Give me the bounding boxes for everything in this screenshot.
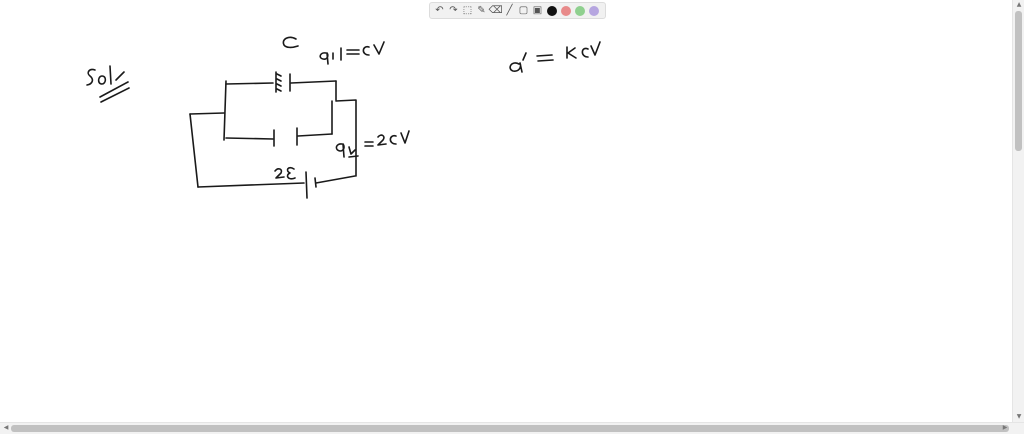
emf-label <box>275 168 295 179</box>
scroll-left-arrow-icon[interactable]: ◀ <box>3 424 9 431</box>
circuit-diagram <box>190 72 356 198</box>
select-icon[interactable]: ⬚ <box>462 5 473 16</box>
horizontal-scroll-thumb[interactable] <box>11 425 1009 432</box>
scroll-up-arrow-icon[interactable]: ▲ <box>1016 1 1022 8</box>
vertical-scroll-thumb[interactable] <box>1015 11 1022 151</box>
q2-expression <box>336 131 409 157</box>
redo-icon[interactable]: ↷ <box>449 5 458 16</box>
color-red-swatch[interactable] <box>561 6 571 16</box>
dielectric-hatching <box>277 74 281 91</box>
horizontal-scrollbar[interactable] <box>0 422 1024 434</box>
undo-icon[interactable]: ↶ <box>435 5 444 16</box>
shape-icon[interactable]: ▢ <box>518 5 529 16</box>
sol-heading <box>87 66 129 102</box>
vertical-scrollbar[interactable] <box>1012 0 1024 422</box>
color-green-swatch[interactable] <box>575 6 585 16</box>
image-icon[interactable]: ▣ <box>532 5 543 16</box>
pen-icon[interactable]: ✎ <box>477 5 486 16</box>
label-c-stroke <box>283 37 298 47</box>
scroll-down-arrow-icon[interactable]: ▼ <box>1016 413 1022 420</box>
q1-expression <box>320 42 384 64</box>
line-icon[interactable]: ╱ <box>506 5 513 16</box>
drawing-toolbar <box>429 2 606 19</box>
q-prime-expression <box>510 42 600 72</box>
color-purple-swatch[interactable] <box>589 6 599 16</box>
color-black-swatch[interactable] <box>547 6 557 16</box>
eraser-icon[interactable]: ⌫ <box>488 5 503 16</box>
scroll-right-arrow-icon[interactable]: ▶ <box>1002 424 1008 431</box>
